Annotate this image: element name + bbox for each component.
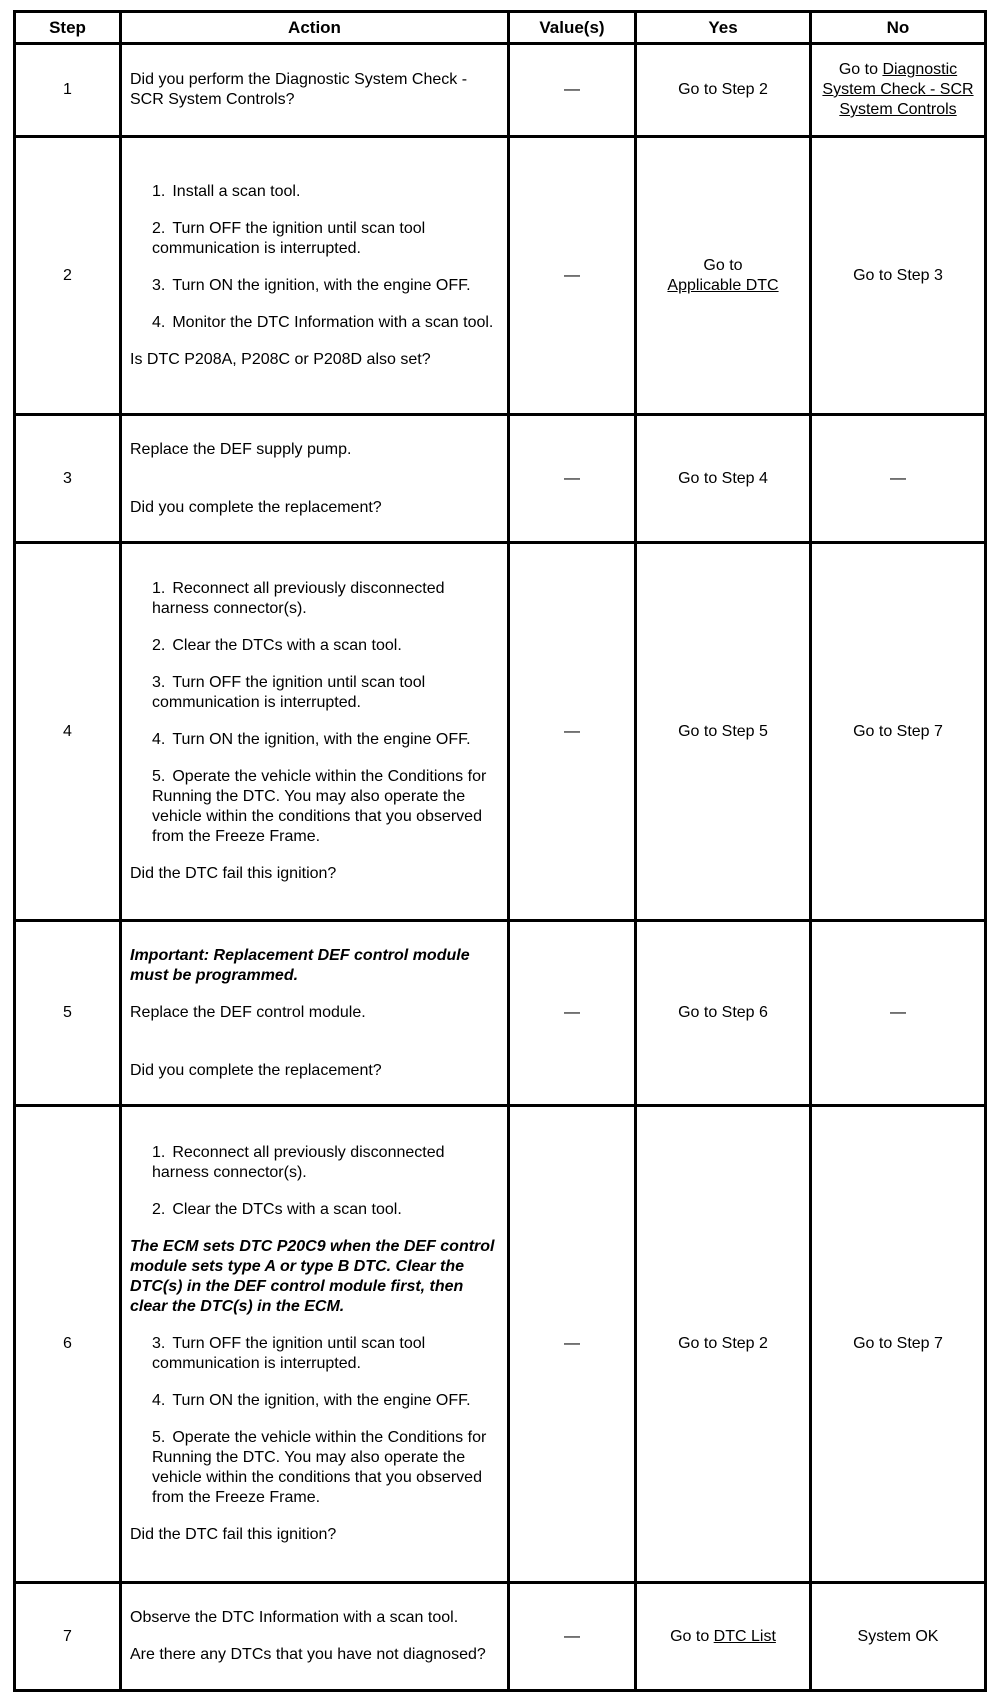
step-number: 6 — [15, 1106, 121, 1583]
list-item — [152, 276, 499, 296]
action-steps-list — [130, 579, 499, 847]
action-cell — [121, 921, 509, 1106]
yes-cell — [636, 1583, 811, 1691]
action-question: Are there any DTCs that you have not diagnosed? — [130, 1646, 486, 1663]
step-number: 4 — [15, 543, 121, 921]
value-cell: — — [509, 415, 636, 543]
list-item — [152, 1334, 499, 1374]
value-cell: — — [509, 137, 636, 415]
action-steps-list — [130, 1334, 499, 1508]
item-number: 2. — [152, 637, 166, 654]
yes-cell: Go to Step 4 — [636, 415, 811, 543]
item-text: Turn OFF the ignition until scan tool communication is interrupted. — [152, 674, 426, 711]
action-question: Did you complete the replacement? — [130, 498, 382, 516]
header-action: Action — [121, 12, 509, 44]
item-number: 3. — [152, 674, 166, 691]
yes-cell: Go to Step 5 — [636, 543, 811, 921]
action-cell — [121, 1583, 509, 1691]
no-prefix: Go to — [838, 61, 883, 78]
spacer — [130, 1023, 499, 1061]
item-number: 4. — [152, 313, 166, 331]
step-number: 2 — [15, 137, 121, 415]
ecm-note: The ECM sets DTC P20C9 when the DEF control module sets type A or type B DTC. Clear the DTC(s) in the DEF control module first, then clear the DTC(s) in the ECM. — [130, 1238, 495, 1315]
list-item — [152, 730, 499, 750]
item-text: Turn OFF the ignition until scan tool communication is interrupted. — [152, 219, 426, 257]
value-cell: — — [509, 1106, 636, 1583]
item-number: 2. — [152, 1201, 166, 1218]
list-item — [152, 673, 499, 713]
list-item — [152, 579, 499, 619]
action-cell — [121, 137, 509, 415]
action-steps-list — [130, 1143, 499, 1220]
item-text: Turn ON the ignition, with the engine OFF. — [172, 1392, 471, 1409]
value-cell: — — [509, 1583, 636, 1691]
list-item — [152, 767, 499, 847]
list-item — [152, 1428, 499, 1508]
yes-cell: Go to Step 6 — [636, 921, 811, 1106]
diagnostic-table — [13, 10, 987, 1692]
action-instruction: Observe the DTC Information with a scan tool. — [130, 1609, 459, 1626]
value-cell: — — [509, 543, 636, 921]
table-row — [15, 415, 986, 543]
item-text: Turn ON the ignition, with the engine OFF. — [172, 276, 471, 294]
action-cell — [121, 415, 509, 543]
no-cell: System OK — [811, 1583, 986, 1691]
table-row — [15, 1106, 986, 1583]
action-cell — [121, 1106, 509, 1583]
list-item — [152, 1200, 499, 1220]
action-instruction: Replace the DEF supply pump. — [130, 440, 352, 458]
item-number: 3. — [152, 1335, 166, 1352]
item-text: Reconnect all previously disconnected harness connector(s). — [152, 1144, 445, 1181]
action-cell — [121, 44, 509, 137]
dtc-list-link[interactable]: DTC List — [713, 1627, 776, 1645]
item-text: Reconnect all previously disconnected harness connector(s). — [152, 580, 445, 617]
table-row — [15, 1583, 986, 1691]
table-row — [15, 921, 986, 1106]
list-item — [152, 636, 499, 656]
no-cell: Go to Step 7 — [811, 543, 986, 921]
step-number: 7 — [15, 1583, 121, 1691]
step-number: 1 — [15, 44, 121, 137]
header-values: Value(s) — [509, 12, 636, 44]
action-cell — [121, 543, 509, 921]
value-cell: — — [509, 44, 636, 137]
list-item — [152, 219, 499, 259]
table-row — [15, 137, 986, 415]
yes-prefix: Go to — [703, 256, 743, 274]
yes-prefix: Go to — [670, 1627, 714, 1645]
no-cell: Go to Step 7 — [811, 1106, 986, 1583]
yes-cell: Go to Step 2 — [636, 44, 811, 137]
item-number: 4. — [152, 731, 166, 748]
header-no: No — [811, 12, 986, 44]
header-step: Step — [15, 12, 121, 44]
item-text: Turn ON the ignition, with the engine OFF. — [172, 731, 471, 748]
no-cell: — — [811, 921, 986, 1106]
step-number: 3 — [15, 415, 121, 543]
action-steps-list — [130, 182, 499, 333]
list-item — [152, 182, 499, 202]
spacer — [130, 460, 499, 498]
item-number: 5. — [152, 1429, 166, 1446]
item-text: Clear the DTCs with a scan tool. — [172, 1201, 402, 1218]
list-item — [152, 313, 499, 333]
item-number: 1. — [152, 1144, 166, 1161]
header-yes: Yes — [636, 12, 811, 44]
step-number: 5 — [15, 921, 121, 1106]
item-text: Install a scan tool. — [172, 182, 301, 200]
header-row — [15, 12, 986, 44]
no-cell: Go to Step 3 — [811, 137, 986, 415]
applicable-dtc-link[interactable]: Applicable DTC — [667, 276, 779, 294]
item-number: 1. — [152, 182, 166, 200]
item-text: Clear the DTCs with a scan tool. — [172, 637, 402, 654]
item-number: 2. — [152, 219, 166, 237]
action-question: Is DTC P208A, P208C or P208D also set? — [130, 350, 431, 368]
no-cell — [811, 44, 986, 137]
yes-cell: Go to Step 2 — [636, 1106, 811, 1583]
item-text: Monitor the DTC Information with a scan tool. — [172, 313, 494, 331]
action-question: Did you complete the replacement? — [130, 1061, 382, 1079]
no-cell: — — [811, 415, 986, 543]
diagnostic-system-check-link[interactable]: Diagnostic System Check - SCR System Controls — [822, 61, 974, 118]
yes-cell — [636, 137, 811, 415]
value-cell: — — [509, 921, 636, 1106]
item-number: 3. — [152, 276, 166, 294]
item-text: Operate the vehicle within the Conditions for Running the DTC. You may also operate the vehicle within the conditions that you observed from the Freeze Frame. — [152, 768, 487, 845]
table-row — [15, 44, 986, 137]
action-question: Did the DTC fail this ignition? — [130, 1526, 337, 1543]
item-number: 4. — [152, 1392, 166, 1409]
action-question: Did you perform the Diagnostic System Check - SCR System Controls? — [130, 71, 468, 108]
action-instruction: Replace the DEF control module. — [130, 1003, 366, 1021]
list-item — [152, 1391, 499, 1411]
item-number: 5. — [152, 768, 166, 785]
important-note: Important: Replacement DEF control module must be programmed. — [130, 946, 470, 984]
item-number: 1. — [152, 580, 166, 597]
table-row — [15, 543, 986, 921]
item-text: Turn OFF the ignition until scan tool communication is interrupted. — [152, 1335, 426, 1372]
item-text: Operate the vehicle within the Conditions for Running the DTC. You may also operate the vehicle within the conditions that you observed from the Freeze Frame. — [152, 1429, 487, 1506]
list-item — [152, 1143, 499, 1183]
action-question: Did the DTC fail this ignition? — [130, 865, 337, 882]
